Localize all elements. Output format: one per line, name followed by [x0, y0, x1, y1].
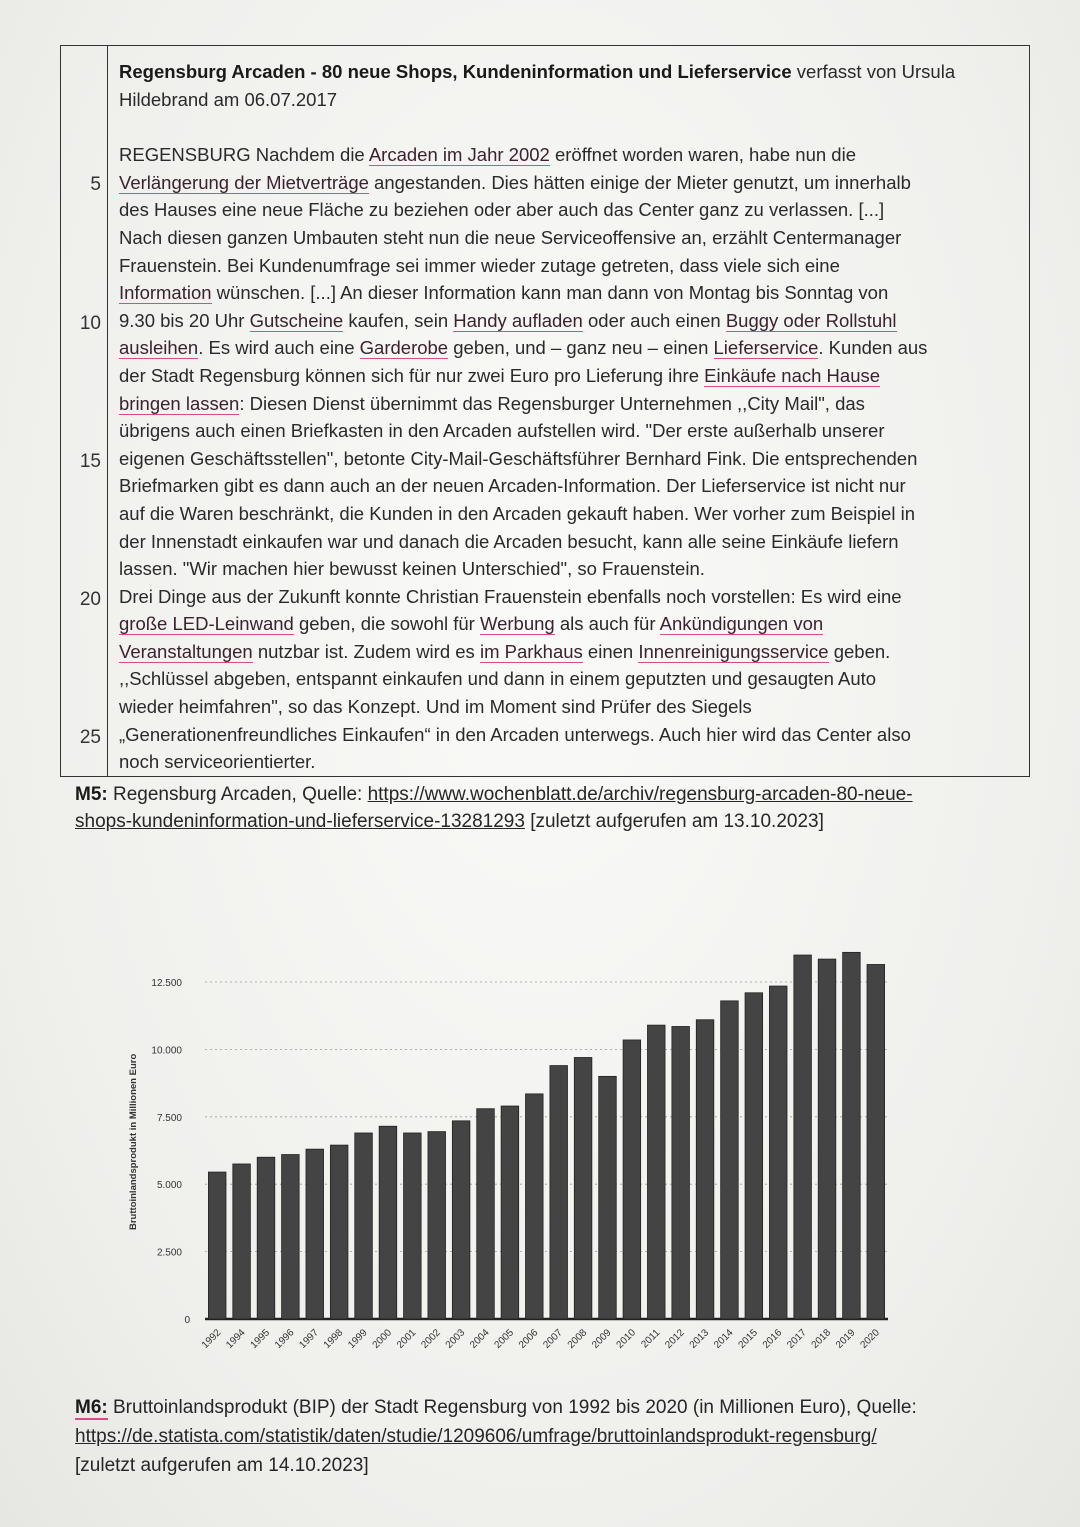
x-tick-label: 2016 — [760, 1327, 785, 1351]
x-tick-label: 1999 — [346, 1327, 370, 1351]
bar-2018 — [818, 959, 836, 1319]
text-segment: geben. — [828, 640, 891, 662]
text-segment: REGENSBURG Nachdem die — [119, 144, 369, 166]
highlighted-phrase: Handy aufladen — [453, 309, 583, 331]
x-tick-label: 2019 — [834, 1327, 858, 1351]
article-line — [119, 528, 1019, 556]
bar-2009 — [599, 1076, 617, 1319]
highlighted-phrase: Einkäufe nach Hause — [704, 364, 881, 386]
bar-1997 — [306, 1149, 324, 1319]
text-segment: Drei Dinge aus der Zukunft konnte Christian Frauenstein ebenfalls noch vorstellen: Es wird eine — [119, 585, 902, 607]
chart-y-axis-label: Bruttoinlandsprodukt in Millionen Euro — [128, 1053, 139, 1230]
article-line — [119, 390, 1019, 418]
text-segment: lassen. "Wir machen hier bewusst keinen Unterschied", so Frauenstein. — [119, 558, 705, 580]
bar-2002 — [428, 1132, 446, 1319]
x-tick-label: 2006 — [516, 1327, 541, 1351]
text-segment: der Innenstadt einkaufen war und danach die Arcaden besucht, kann alle seine Einkäufe liefern — [119, 530, 899, 552]
article-line — [119, 748, 1019, 776]
bar-2005 — [501, 1106, 519, 1319]
text-segment: wünschen. [...] An dieser Information kann man dann von Montag bis Sonntag von — [211, 282, 889, 304]
article-line — [119, 307, 1019, 335]
bar-2015 — [745, 993, 763, 1319]
line-number-5: 5 — [90, 174, 101, 195]
article-line — [119, 334, 1019, 362]
text-segment: Frauenstein. Bei Kundenumfrage sei immer wieder zutage getreten, dass viele sich eine — [119, 254, 840, 276]
bar-2004 — [477, 1109, 495, 1319]
x-tick-label: 1992 — [199, 1327, 224, 1351]
m5-source-link[interactable]: https://www.wochenblatt.de/archiv/regensburg-arcaden-80-neue- — [367, 784, 913, 805]
x-tick-label: 2015 — [736, 1327, 760, 1351]
m5-accessed: [zuletzt aufgerufen am 13.10.2023] — [524, 811, 824, 832]
text-segment: kaufen, sein — [343, 309, 454, 331]
text-segment: Nach diesen ganzen Umbauten steht nun die neue Serviceoffensive an, erzählt Centermanager — [119, 226, 902, 248]
bar-2016 — [769, 986, 787, 1319]
highlighted-phrase: Buggy oder Rollstuhl — [725, 309, 897, 331]
m5-caption — [75, 781, 1015, 835]
highlighted-phrase: Arcaden im Jahr 2002 — [368, 144, 550, 166]
m6-text: Bruttoinlandsprodukt (BIP) der Stadt Regensburg von 1992 bis 2020 (in Millionen Euro), Quelle: — [107, 1397, 917, 1418]
x-tick-label: 1997 — [297, 1327, 321, 1351]
x-tick-label: 2005 — [492, 1327, 517, 1351]
text-segment: ,,Schlüssel abgeben, entspannt einkaufen und dann in einem geputzten und gesaugten Auto — [119, 668, 877, 690]
line-number-15: 15 — [79, 451, 101, 472]
article-title — [119, 58, 1019, 86]
bar-2001 — [404, 1133, 422, 1319]
text-segment: der Stadt Regensburg können sich für nur zwei Euro pro Lieferung ihre — [119, 364, 705, 386]
x-tick-label: 2014 — [712, 1327, 736, 1351]
highlighted-phrase: Werbung — [479, 613, 555, 635]
line-number-10: 10 — [79, 313, 101, 334]
x-tick-label: 2018 — [809, 1327, 834, 1351]
x-tick-label: 1996 — [272, 1327, 297, 1351]
x-tick-label: 2007 — [541, 1327, 565, 1351]
y-tick-label: 12.500 — [151, 978, 182, 989]
article-line — [119, 721, 1019, 749]
text-segment: angestanden. Dies hätten einige der Mieter genutzt, um innerhalb — [368, 171, 911, 193]
y-tick-label: 0 — [184, 1315, 190, 1326]
article-line — [119, 665, 1019, 693]
bip-bar-chart — [110, 950, 910, 1390]
x-tick-label: 2017 — [785, 1327, 809, 1351]
m6-caption — [75, 1393, 1015, 1480]
highlighted-phrase: Innenreinigungsservice — [638, 640, 829, 662]
article-author-lead: verfasst von Ursula — [791, 61, 956, 82]
article-line — [119, 362, 1019, 390]
x-tick-label: 2004 — [468, 1327, 492, 1351]
bar-2003 — [452, 1121, 470, 1319]
x-tick-label: 1998 — [321, 1327, 346, 1351]
highlighted-phrase: Lieferservice — [713, 337, 819, 359]
highlighted-phrase: bringen lassen — [119, 392, 240, 414]
text-segment: des Hauses eine neue Fläche zu beziehen oder aber auch das Center ganz zu verlassen. [...] — [119, 199, 885, 221]
m6-label: M6: — [75, 1397, 108, 1418]
article-line — [119, 472, 1019, 500]
article-line — [119, 500, 1019, 528]
y-tick-label: 5.000 — [156, 1180, 182, 1192]
highlighted-phrase: ausleihen — [119, 337, 199, 359]
text-segment: oder auch einen — [582, 309, 726, 331]
y-tick-label: 2.500 — [156, 1247, 182, 1259]
text-segment: geben, und – ganz neu – einen — [448, 337, 714, 359]
text-segment: noch serviceorientierter. — [119, 751, 316, 773]
text-segment: geben, die sowohl für — [293, 613, 480, 635]
bar-2017 — [794, 955, 812, 1319]
text-segment: eröffnet worden waren, habe nun die — [549, 144, 856, 166]
text-segment: übrigens auch einen Briefkasten in den Arcaden aufstellen wird. "Der erste außerhalb unserer — [119, 420, 885, 442]
bar-1992 — [208, 1172, 226, 1319]
bar-2014 — [721, 1001, 739, 1319]
article-byline: Hildebrand am 06.07.2017 — [119, 88, 338, 110]
article-line — [119, 196, 1019, 224]
bar-1995 — [257, 1157, 275, 1319]
text-segment: einen — [582, 640, 639, 662]
bar-2010 — [623, 1040, 641, 1319]
text-segment: auf die Waren beschränkt, die Kunden in den Arcaden gekauft haben. Wer vorher zum Beispiel in — [119, 502, 915, 524]
highlighted-phrase: Gutscheine — [249, 309, 344, 331]
article-line — [119, 417, 1019, 445]
bar-2008 — [574, 1057, 592, 1319]
line-number-20: 20 — [79, 589, 101, 610]
m6-source-link[interactable]: https://de.statista.com/statistik/daten/studie/1209606/umfrage/bruttoinlandsprodukt-regensburg/ — [75, 1426, 877, 1447]
y-tick-label: 10.000 — [151, 1045, 182, 1057]
text-segment: : Diesen Dienst übernimmt das Regensburger Unternehmen ,,City Mail", das — [239, 392, 865, 414]
x-tick-label: 2001 — [394, 1327, 419, 1351]
bar-2000 — [379, 1126, 397, 1319]
bar-2013 — [696, 1020, 714, 1319]
article-body — [119, 141, 1019, 776]
article-line — [119, 693, 1019, 721]
article-line — [119, 169, 1019, 197]
text-segment: . Es wird auch eine — [198, 337, 360, 359]
x-tick-label: 2011 — [639, 1327, 663, 1351]
x-tick-label: 2002 — [419, 1327, 443, 1351]
x-tick-label: 2008 — [565, 1327, 590, 1351]
x-tick-label: 2013 — [687, 1327, 712, 1351]
line-number-gutter — [61, 46, 108, 776]
y-tick-label: 7.500 — [156, 1112, 182, 1124]
bar-2006 — [526, 1094, 544, 1319]
x-tick-label: 2012 — [663, 1327, 687, 1351]
bar-2007 — [550, 1066, 568, 1319]
highlighted-phrase: Verlängerung der Mietverträge — [119, 171, 369, 193]
article-line — [119, 224, 1019, 252]
bar-2020 — [867, 964, 885, 1319]
bar-1998 — [330, 1145, 348, 1319]
highlighted-phrase: Ankündigungen von — [659, 613, 824, 635]
text-segment: nutzbar ist. Zudem wird es — [252, 640, 480, 662]
highlighted-phrase: im Parkhaus — [479, 640, 583, 662]
article-line — [119, 141, 1019, 169]
bar-2019 — [843, 952, 861, 1319]
article-headline: Regensburg Arcaden - 80 neue Shops, Kundeninformation und Lieferservice — [119, 61, 792, 82]
bar-2012 — [672, 1026, 690, 1319]
text-segment: 9.30 bis 20 Uhr — [119, 309, 250, 331]
text-segment: wieder heimfahren", so das Konzept. Und im Moment sind Prüfer des Siegels — [119, 696, 752, 718]
text-segment: eigenen Geschäftsstellen", betonte City-Mail-Geschäftsführer Bernhard Fink. Die entsprechenden — [119, 447, 918, 469]
m5-label: M5: — [75, 784, 108, 805]
x-tick-label: 2010 — [614, 1327, 638, 1351]
x-tick-label: 1995 — [248, 1327, 273, 1351]
text-segment: Briefmarken gibt es dann auch an der neuen Arcaden-Information. Der Lieferservice ist nicht nur — [119, 475, 906, 497]
bar-1999 — [355, 1133, 373, 1319]
article-line — [119, 555, 1019, 583]
bar-2011 — [647, 1025, 665, 1319]
article-line — [119, 610, 1019, 638]
m6-accessed: [zuletzt aufgerufen am 14.10.2023] — [75, 1455, 369, 1476]
x-tick-label: 2020 — [858, 1327, 882, 1351]
highlighted-phrase: Garderobe — [359, 337, 449, 359]
text-segment: . Kunden aus — [818, 337, 928, 359]
highlighted-phrase: Information — [119, 282, 212, 304]
x-tick-label: 2000 — [370, 1327, 395, 1351]
article-line — [119, 252, 1019, 280]
article-text — [119, 58, 1019, 776]
highlighted-phrase: Veranstaltungen — [119, 640, 253, 662]
text-segment: als auch für — [554, 613, 660, 635]
highlighted-phrase: große LED-Leinwand — [119, 613, 294, 635]
bar-1996 — [282, 1155, 300, 1319]
m5-text: Regensburg Arcaden, Quelle: — [107, 784, 368, 805]
x-tick-label: 2003 — [443, 1327, 468, 1351]
article-line — [119, 445, 1019, 473]
x-tick-label: 2009 — [590, 1327, 614, 1351]
article-line — [119, 583, 1019, 611]
x-tick-label: 1994 — [224, 1327, 248, 1351]
bar-1994 — [233, 1164, 251, 1319]
article-box — [60, 45, 1030, 777]
text-segment: „Generationenfreundliches Einkaufen“ in den Arcaden unterwegs. Auch hier wird das Center also — [119, 723, 911, 745]
m5-source-link-cont[interactable]: shops-kundeninformation-und-lieferservice-13281293 — [75, 811, 525, 832]
line-number-25: 25 — [79, 727, 101, 748]
article-line — [119, 279, 1019, 307]
article-line — [119, 638, 1019, 666]
